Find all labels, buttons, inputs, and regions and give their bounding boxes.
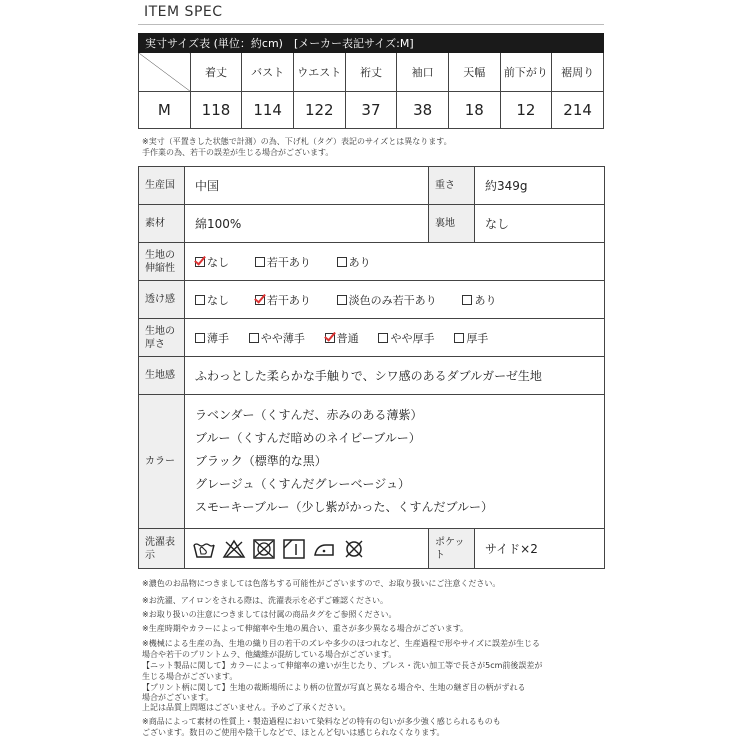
color-item: ブルー（くすんだ暗めのネイビーブルー） <box>195 431 421 445</box>
stretch-option: 若干あり <box>255 254 311 270</box>
color-item: ブラック（標準的な黒） <box>195 454 327 468</box>
sheer-label: 透け感 <box>139 281 185 319</box>
thickness-option: やや厚手 <box>378 330 434 346</box>
weight-value: 約349g <box>475 167 605 205</box>
texture-label: 生地感 <box>139 357 185 395</box>
column-header: 着丈 <box>190 53 242 92</box>
table-cell: 214 <box>552 92 604 129</box>
no-bleach-icon <box>222 539 246 559</box>
footnote: ※お洗濯、アイロンをされる際は、洗濯表示を必ずご確認ください。 <box>142 596 388 605</box>
thickness-option: やや薄手 <box>249 330 305 346</box>
lining-label: 裏地 <box>429 205 475 243</box>
size-note: ※実寸（平置きした状態で計測）の為、下げ札（タグ）表記のサイズとは異なります。 <box>142 137 452 146</box>
weight-label: 重さ <box>429 167 475 205</box>
stretch-options <box>185 243 605 281</box>
header-divider <box>138 24 604 25</box>
footnote: ※お取り扱いの注意につきましては付属の商品タグをご参照ください。 <box>142 610 397 619</box>
checkbox-checked-icon <box>255 295 265 305</box>
pocket-value: サイド×2 <box>475 529 605 569</box>
wash-label: 洗濯表示 <box>139 529 185 569</box>
no-tumble-dry-icon <box>252 539 276 559</box>
column-header: バスト <box>242 53 294 92</box>
column-header: 袖口 <box>397 53 449 92</box>
stretch-option: あり <box>337 254 371 270</box>
color-item: スモーキーブルー（少し紫がかった、くすんだブルー） <box>195 500 493 514</box>
drip-dry-shade-icon <box>282 539 306 559</box>
table-cell: 12 <box>500 92 552 129</box>
hand-wash-icon <box>192 539 216 559</box>
thickness-option: 厚手 <box>454 330 488 346</box>
footnote: ございます。数日のご使用や陰干しなどで、ほとんど匂いは感じられなくなります。 <box>142 728 445 737</box>
checkbox-icon <box>195 295 205 305</box>
checkbox-checked-icon <box>195 257 205 267</box>
size-label: M <box>139 92 191 129</box>
footnote: 生じる場合がございます。 <box>142 672 238 681</box>
sheer-option: 若干あり <box>255 292 311 308</box>
size-table <box>138 33 604 129</box>
thickness-label: 生地の厚さ <box>139 319 185 357</box>
footnote: 場合や若干のプリントムラ、他繊維が混紡している場合がございます。 <box>142 650 397 659</box>
checkbox-icon <box>255 257 265 267</box>
column-header: 裾周り <box>552 53 604 92</box>
color-label: カラー <box>139 395 185 529</box>
footnote: 場合がございます。 <box>142 693 214 702</box>
checkbox-icon <box>378 333 388 343</box>
table-cell: 37 <box>345 92 397 129</box>
color-list <box>185 395 605 529</box>
care-symbols <box>185 529 429 569</box>
checkbox-icon <box>337 257 347 267</box>
footnote: ※濃色のお品物につきましては色落ちする可能性がございますので、お取り扱いにご注意ください。 <box>142 579 501 588</box>
checkbox-icon <box>195 333 205 343</box>
spec-table <box>138 166 605 569</box>
stretch-option: なし <box>195 254 229 270</box>
material-value: 綿100% <box>185 205 429 243</box>
color-item: グレージュ（くすんだグレーベージュ） <box>195 477 411 491</box>
texture-value: ふわっとした柔らかな手触りで、シワ感のあるダブルガーゼ生地 <box>185 357 605 395</box>
size-table-caption: 実寸サイズ表 (単位：約cm) [メーカー表記サイズ:M] <box>139 34 604 53</box>
checkbox-icon <box>454 333 464 343</box>
thickness-option: 普通 <box>325 330 359 346</box>
sheer-options <box>185 281 605 319</box>
table-cell: 18 <box>448 92 500 129</box>
section-title: ITEM SPEC <box>144 4 223 20</box>
thickness-options <box>185 319 605 357</box>
color-item: ラベンダー（くすんだ、赤みのある薄紫） <box>195 408 423 422</box>
column-header: 裄丈 <box>345 53 397 92</box>
stretch-label: 生地の伸縮性 <box>139 243 185 281</box>
footnote: ※商品によって素材の性質上・製造過程において染料などの特有の匂いが多少強く感じられるものも <box>142 717 501 726</box>
sheer-option: あり <box>462 292 496 308</box>
no-dry-clean-icon <box>342 539 366 559</box>
table-cell: 114 <box>242 92 294 129</box>
footnote: ※生産時期やカラーによって伸縮率や生地の風合い、重さが多少異なる場合がございます。 <box>142 624 469 633</box>
footnote: 上記は品質上問題はございません。予めご了承ください。 <box>142 703 351 712</box>
sheer-option: なし <box>195 292 229 308</box>
thickness-option: 薄手 <box>195 330 229 346</box>
column-header: ウエスト <box>293 53 345 92</box>
sheer-option: 淡色のみ若干あり <box>337 292 437 308</box>
size-table-corner <box>139 53 191 92</box>
material-label: 素材 <box>139 205 185 243</box>
table-cell: 122 <box>293 92 345 129</box>
iron-low-icon <box>312 539 336 559</box>
table-row <box>139 92 604 129</box>
footnote: ※機械による生産の為、生地の織り目の若干のズレや多少のほつれなど、生産過程で形やサイズに誤差が生じる <box>142 639 541 648</box>
checkbox-icon <box>337 295 347 305</box>
size-note: 手作業の為、若干の誤差が生じる場合がございます。 <box>142 148 334 157</box>
table-cell: 38 <box>397 92 449 129</box>
column-header: 前下がり <box>500 53 552 92</box>
lining-value: なし <box>475 205 605 243</box>
item-spec-header <box>138 0 604 26</box>
checkbox-icon <box>249 333 259 343</box>
origin-value: 中国 <box>185 167 429 205</box>
origin-label: 生産国 <box>139 167 185 205</box>
column-header: 天幅 <box>448 53 500 92</box>
table-cell: 118 <box>190 92 242 129</box>
footnote: 【プリント柄に関して】生地の裁断場所により柄の位置が写真と異なる場合や、生地の継ぎ目の柄がずれる <box>142 683 526 692</box>
footnote: 【ニット製品に関して】カラーによって伸縮率の違いが生じたり、プレス・洗い加工等で長さが5cm前後誤差が <box>142 661 543 670</box>
checkbox-icon <box>462 295 472 305</box>
pocket-label: ポケット <box>429 529 475 569</box>
checkbox-checked-icon <box>325 333 335 343</box>
